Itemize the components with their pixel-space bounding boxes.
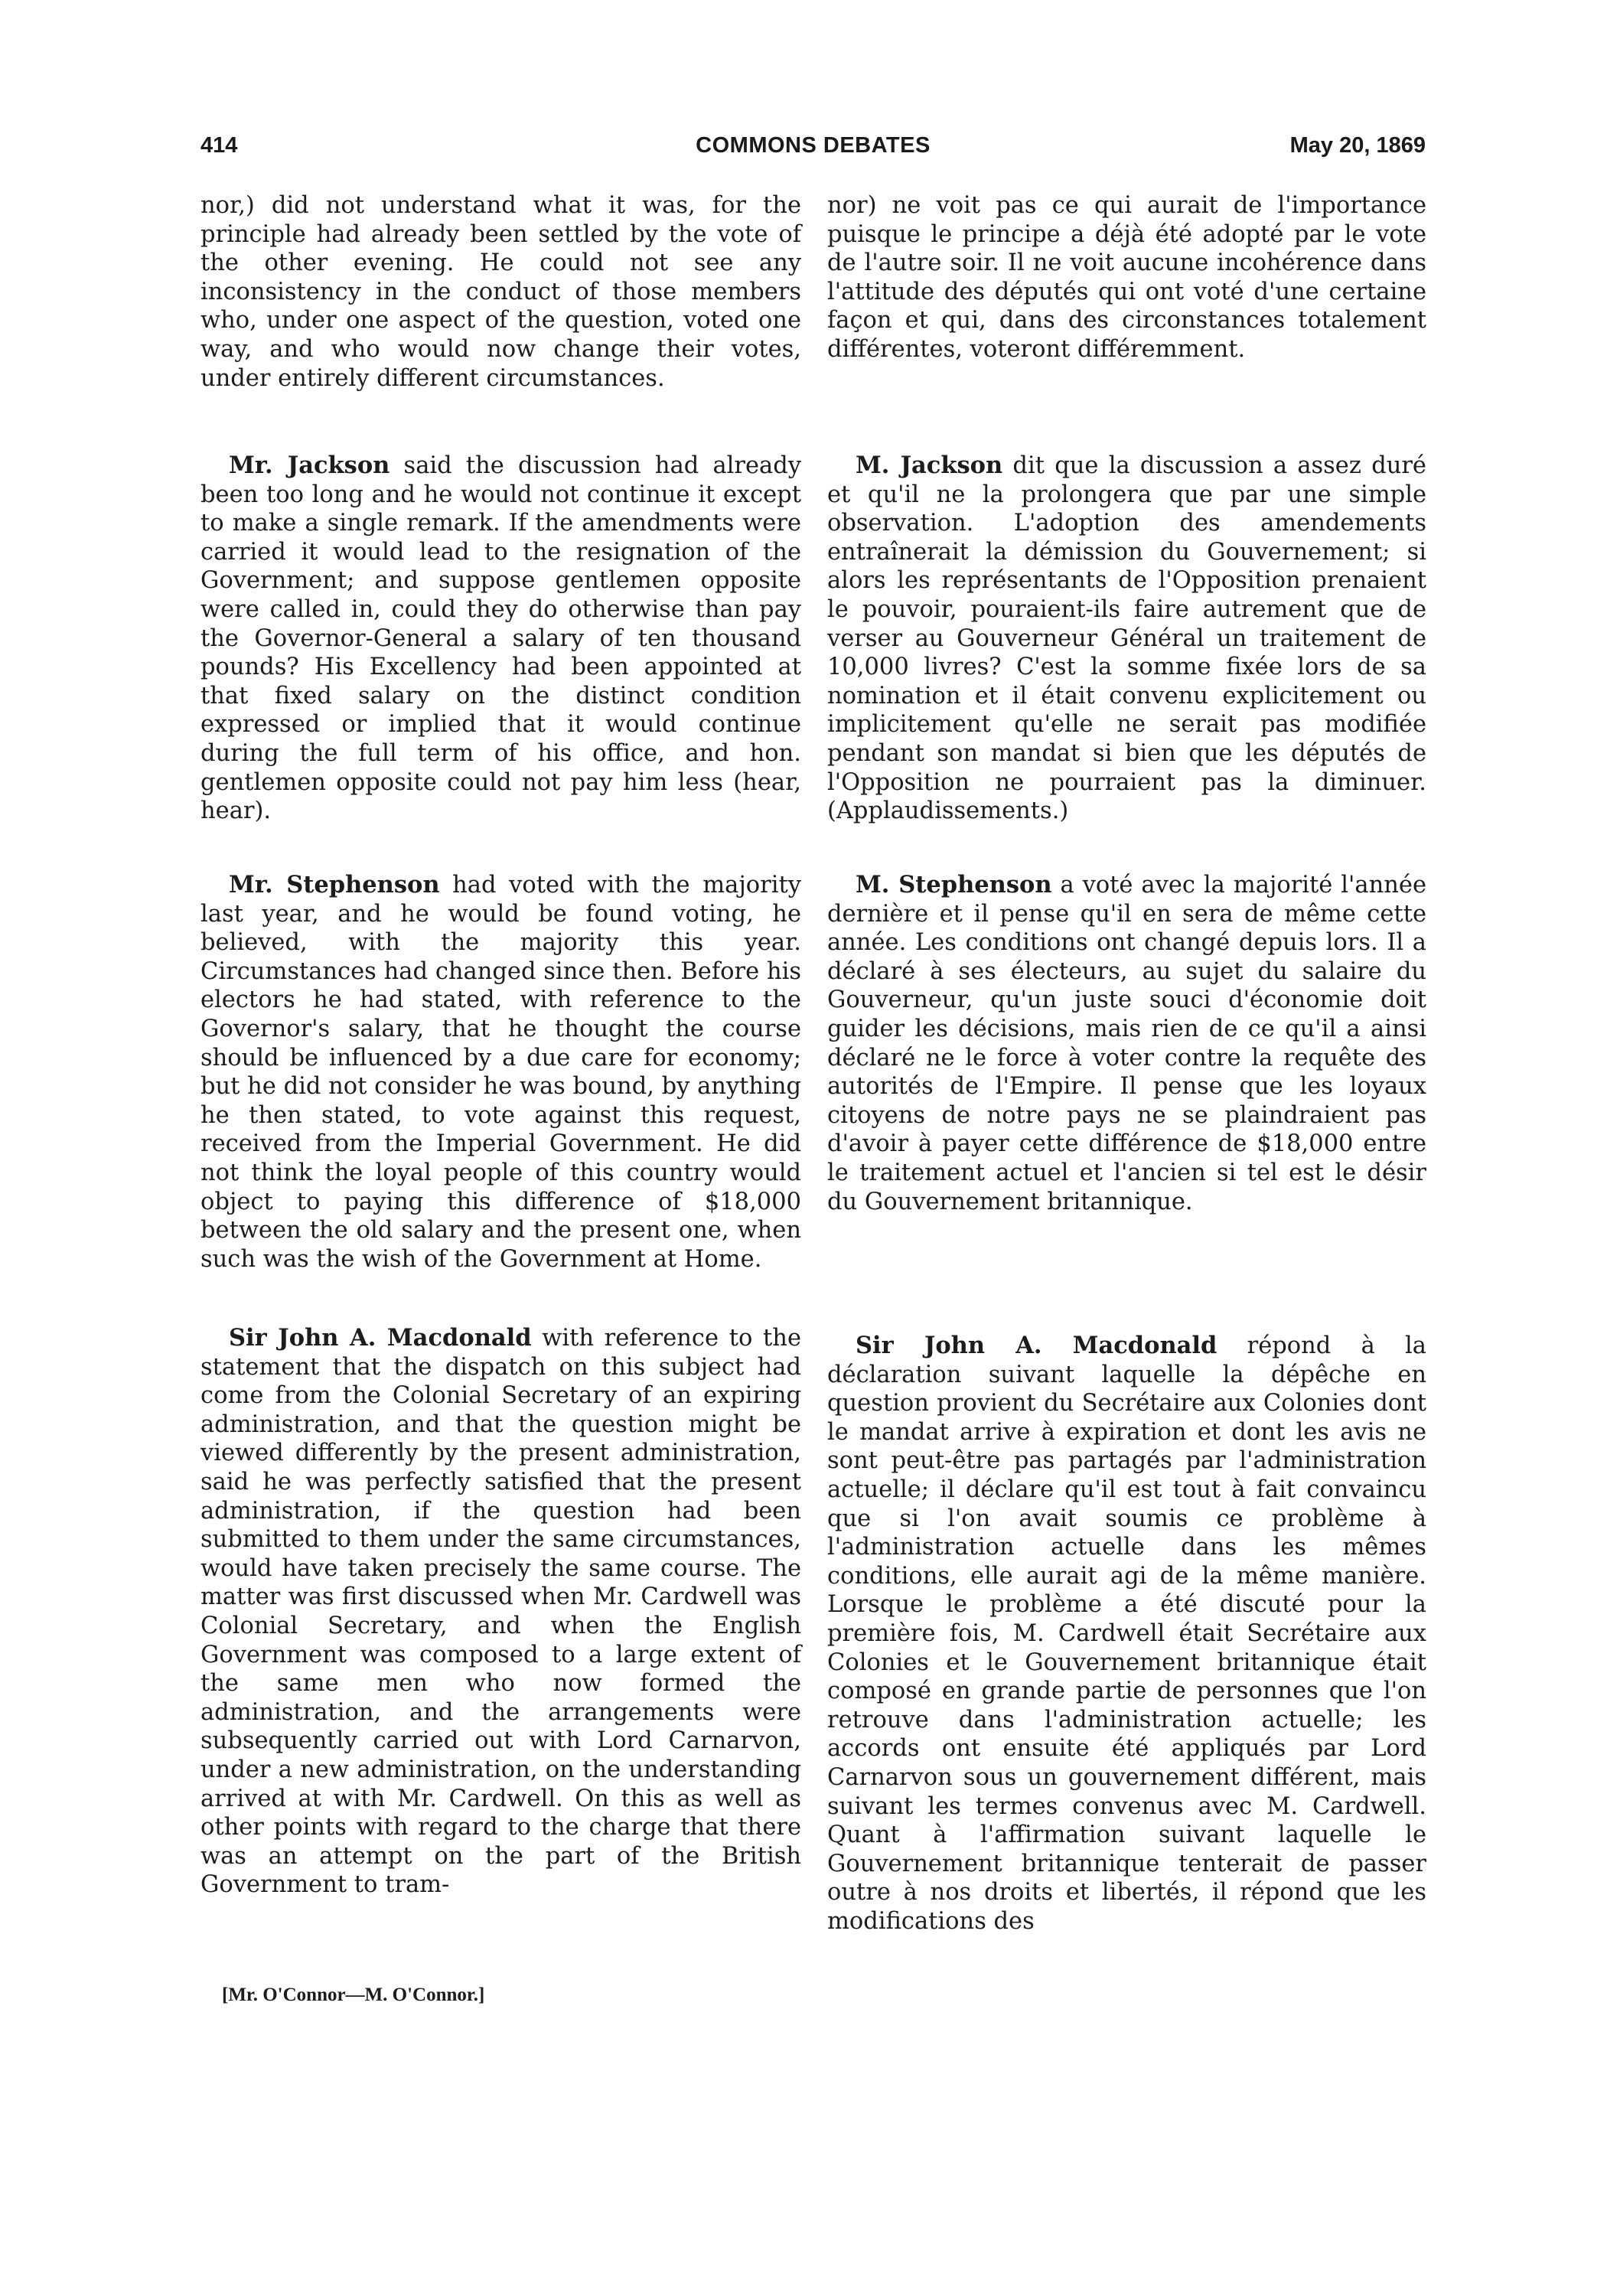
running-footer: [Mr. O'Connor—M. O'Connor.]	[222, 1985, 485, 2005]
french-macdonald-paragraph	[827, 1332, 1426, 1936]
french-jackson-paragraph	[827, 452, 1426, 826]
english-jackson-paragraph	[200, 452, 801, 826]
speech-text: répond à la déclaration suivant laquelle la dépêche en question provient du Secrétaire aux Colonies dont le mandat arrive à expiration et dont les avis ne sont peut-être pas partagés par l'administration actuelle; il déclare qu'il est tout à fait convaincu que si l'on avait soumis ce problème à l'administration actuelle dans les mêmes conditions, elle aurait agi de la même manière. Lorsque le problème a été discuté pour la première fois, M. Cardwell était Secrétaire aux Colonies et le Gouvernement britannique était composé en grande partie de personnes que l'on retrouve dans l'administration actuelle; les accords ont ensuite été appliqués par Lord Carnarvon sous un gouvernement différent, mais suivant les termes convenus avec M. Cardwell. Quant à l'affirmation suivant laquelle le Gouvernement britannique tenterait de passer outre à nos droits et libertés, il répond que les modifications des	[827, 1332, 1426, 1935]
page-date: May 20, 1869	[1289, 133, 1426, 158]
speech-text: a voté avec la majorité l'année dernière et il pense qu'il en sera de même cette année. Les conditions ont changé depuis lors. Il a déclaré à ses électeurs, au sujet du salaire du Gouverneur, qu'un juste souci d'économie doit guider les décisions, mais rien de ce qu'il a ainsi déclaré ne le force à voter contre la requête des autorités de l'Empire. Il pense que les loyaux citoyens de notre pays ne se plaindraient pas d'avoir à payer cette différence de $18,000 entre le traitement actuel et l'ancien si tel est le désir du Gouvernement britannique.	[827, 872, 1426, 1215]
speaker-name: Mr. Jackson	[229, 452, 390, 479]
speaker-name: M. Jackson	[856, 452, 1003, 479]
speech-text: dit que la discussion a assez duré et qu'il ne la prolongera que par une simple observation. L'adoption des amendements entraînerait la démission du Gouvernement; si alors les représentants de l'Opposition prenaient le pouvoir, pouraient-ils faire autrement que de verser au Gouverneur Général un traitement de 10,000 livres? C'est la somme fixée lors de sa nomination et il était convenu explicitement ou implicitement qu'elle ne serait pas modifiée pendant son mandat si bien que les députés de l'Opposition ne pourraient pas la diminuer. (Applaudissements.)	[827, 452, 1426, 825]
speech-text: said the discussion had already been too long and he would not continue it except to make a single remark. If the amendments were carried it would lead to the resignation of the Government; and suppose gentlemen opposite were called in, could they do otherwise than pay the Governor-General a salary of ten thousand pounds? His Excellency had been appointed at that fixed salary on the distinct condition expressed or implied that it would continue during the full term of his office, and hon. gentlemen opposite could not pay him less (hear, hear).	[200, 452, 801, 825]
page-number: 414	[200, 133, 238, 158]
page-header	[200, 129, 1426, 167]
english-continuation-paragraph: nor,) did not understand what it was, for the principle had already been settled by the vote of the other evening. He could not see any inconsistency in the conduct of those members who, under one aspect of the question, voted one way, and who would now change their votes, under entirely different circumstances.	[200, 192, 801, 392]
english-macdonald-paragraph	[200, 1324, 801, 1900]
speech-text: had voted with the majority last year, and he would be found voting, he believed, with the majority this year. Circumstances had changed since then. Before his electors he had stated, with reference to the Governor's salary, that he thought the course should be influenced by a due care for economy; but he did not consider he was bound, by anything he then stated, to vote against this request, received from the Imperial Government. He did not think the loyal people of this country would object to paying this difference of $18,000 between the old salary and the present one, when such was the wish of the Government at Home.	[200, 872, 801, 1273]
speaker-name: Sir John A. Macdonald	[229, 1324, 532, 1352]
speaker-name: Mr. Stephenson	[229, 871, 440, 899]
publication-title: COMMONS DEBATES	[696, 133, 931, 158]
french-continuation-paragraph: nor) ne voit pas ce qui aurait de l'importance puisque le principe a déjà été adopté par le vote de l'autre soir. Il ne voit aucune incohérence dans l'attitude des députés qui ont voté d'une certaine façon et qui, dans des circonstances totalement différentes, voteront différemment.	[827, 192, 1426, 363]
french-stephenson-paragraph	[827, 871, 1426, 1216]
speaker-name: M. Stephenson	[856, 871, 1052, 899]
speaker-name: Sir John A. Macdonald	[856, 1332, 1217, 1359]
english-stephenson-paragraph	[200, 871, 801, 1274]
speech-text: with reference to the statement that the dispatch on this subject had come from the Colonial Secretary of an expiring administration, and that the question might be viewed differently by the present administration, said he was perfectly satisfied that the present administration, if the question had been submitted to them under the same circumstances, would have taken precisely the same course. The matter was first discussed when Mr. Cardwell was Colonial Secretary, and when the English Government was composed to a large extent of the same men who now formed the administration, and the arrangements were subsequently carried out with Lord Carnarvon, under a new administration, on the understanding arrived at with Mr. Cardwell. On this as well as other points with regard to the charge that there was an attempt on the part of the British Government to tram-	[200, 1325, 802, 1899]
